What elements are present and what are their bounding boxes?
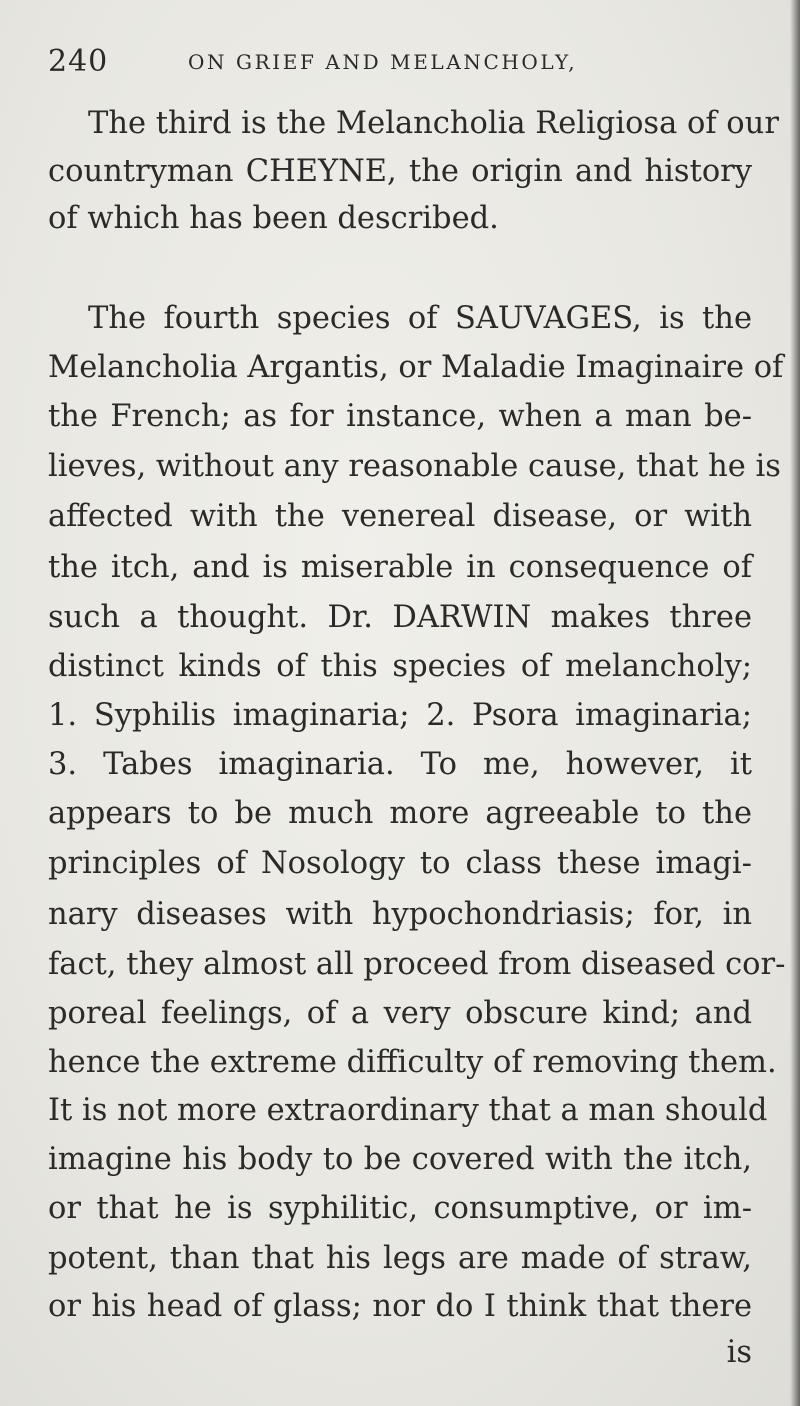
text-line: such a thought. Dr. DARWIN makes three	[48, 600, 752, 635]
text-line: potent, than that his legs are made of straw,	[48, 1241, 752, 1276]
running-head: ON GRIEF AND MELANCHOLY,	[188, 50, 578, 74]
page-edge-shadow	[790, 0, 800, 1406]
text-line: lieves, without any reasonable cause, that he is	[48, 449, 781, 484]
text-line: countryman CHEYNE, the origin and history	[48, 154, 752, 189]
text-line: distinct kinds of this species of melancholy;	[48, 649, 752, 684]
text-line: Melancholia Argantis, or Maladie Imaginaire of	[48, 350, 784, 385]
text-line: nary diseases with hypochondriasis; for, in	[48, 897, 752, 932]
text-line: appears to be much more agreeable to the	[48, 796, 752, 831]
text-line: It is not more extraordinary that a man should	[48, 1093, 768, 1128]
text-line: or that he is syphilitic, consumptive, or im-	[48, 1191, 752, 1226]
page-header	[48, 42, 748, 82]
text-line: hence the extreme difficulty of removing them.	[48, 1045, 777, 1080]
text-line: 3. Tabes imaginaria. To me, however, it	[48, 747, 752, 782]
text-line: The fourth species of SAUVAGES, is the	[88, 301, 752, 336]
text-line: principles of Nosology to class these imagi-	[48, 846, 752, 881]
text-line: 1. Syphilis imaginaria; 2. Psora imaginaria;	[48, 698, 752, 733]
text-line: imagine his body to be covered with the itch,	[48, 1142, 752, 1177]
catchword: is	[726, 1335, 752, 1370]
text-line: or his head of glass; nor do I think that there	[48, 1289, 752, 1324]
text-line: the French; as for instance, when a man be-	[48, 399, 752, 434]
text-line: of which has been described.	[48, 201, 499, 236]
text-line: affected with the venereal disease, or with	[48, 499, 752, 534]
text-line: poreal feelings, of a very obscure kind; and	[48, 996, 752, 1031]
text-line: The third is the Melancholia Religiosa of our	[88, 106, 779, 141]
text-line: fact, they almost all proceed from diseased cor-	[48, 947, 786, 982]
text-line: the itch, and is miserable in consequence of	[48, 550, 752, 585]
page-number: 240	[48, 44, 109, 79]
